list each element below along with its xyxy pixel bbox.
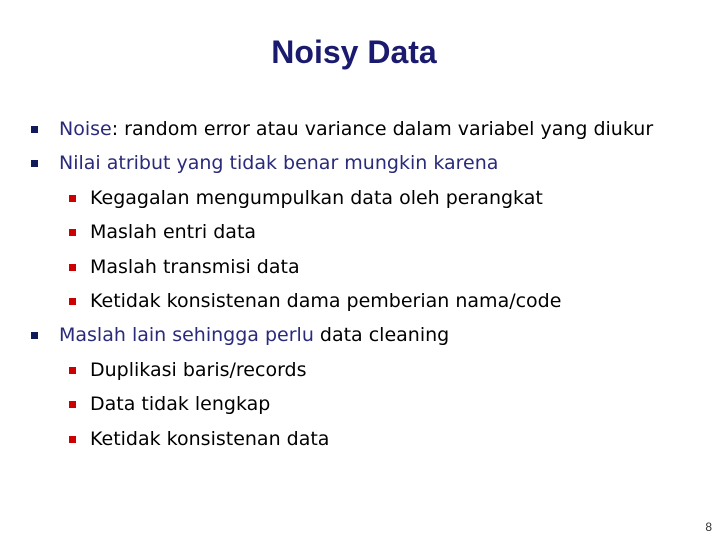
bullet-marker xyxy=(31,332,38,339)
sub-bullet-item: Ketidak konsistenan data xyxy=(90,428,330,450)
bullet-emphasis: Noise xyxy=(59,118,112,140)
bullet-item: Nilai atribut yang tidak benar mungkin karena xyxy=(59,152,499,174)
sub-bullet-marker xyxy=(69,367,76,374)
slide-title: Noisy Data xyxy=(271,34,437,70)
sub-bullet-item: Ketidak konsistenan dama pemberian nama/code xyxy=(90,290,562,312)
bullet-item xyxy=(59,320,449,350)
sub-bullet-marker xyxy=(69,195,76,202)
sub-bullet-marker xyxy=(69,401,76,408)
sub-bullet-item: Data tidak lengkap xyxy=(90,393,271,415)
bullet-item xyxy=(59,114,653,144)
page-number: 8 xyxy=(705,520,712,534)
sub-bullet-item: Duplikasi baris/records xyxy=(90,359,307,381)
bullet-marker xyxy=(31,160,38,167)
sub-bullet-marker xyxy=(69,436,76,443)
bullet-text: : random error atau variance dalam variabel yang diukur xyxy=(111,118,654,140)
bullet-emphasis: Maslah lain sehingga perlu xyxy=(59,324,314,346)
sub-bullet-item: Maslah entri data xyxy=(90,221,257,243)
sub-bullet-marker xyxy=(69,298,76,305)
sub-bullet-marker xyxy=(69,264,76,271)
bullet-marker xyxy=(31,126,38,133)
bullet-text: data cleaning xyxy=(313,324,450,346)
sub-bullet-item: Kegagalan mengumpulkan data oleh perangkat xyxy=(90,187,543,209)
sub-bullet-marker xyxy=(69,229,76,236)
sub-bullet-item: Maslah transmisi data xyxy=(90,256,300,278)
